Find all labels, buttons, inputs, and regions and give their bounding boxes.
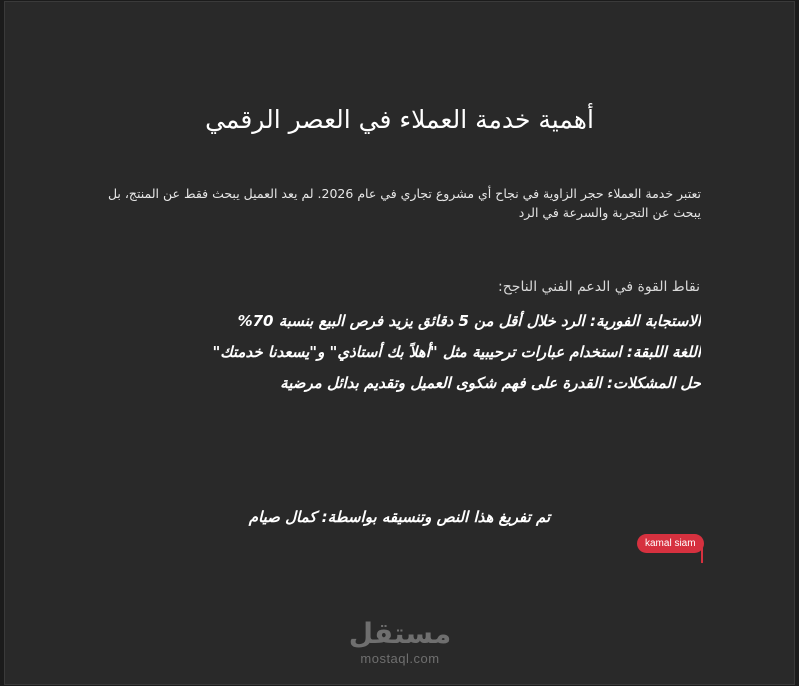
list-item: الاستجابة الفورية: الرد خلال أقل من 5 دقائق يزيد فرص البيع بنسبة 70% [237,312,701,330]
points-list [101,306,701,399]
article-intro: تعتبر خدمة العملاء حجر الزاوية في نجاح أي مشروع تجاري في عام 2026. لم يعد العميل يبحث فقط عن المنتج، بل يبحث عن التجربة والسرعة في الرد [107,186,701,220]
credit-line: تم تفريغ هذا النص وتنسيقه بواسطة: كمال صيام [248,508,551,526]
article-title: أهمية خدمة العملاء في العصر الرقمي [205,105,594,134]
mostaql-logo [345,616,455,676]
user-tag-pointer [701,548,703,563]
list-item: اللغة اللبقة: استخدام عبارات ترحيبية مثل "أهلاً بك أستاذي" و"يسعدنا خدمتك" [212,343,701,361]
document-canvas [4,1,795,685]
points-heading: نقاط القوة في الدعم الفني الناجح: [498,279,700,295]
user-tag-badge[interactable]: kamal siam [637,534,704,553]
list-item: حل المشكلات: القدرة على فهم شكوى العميل وتقديم بدائل مرضية [280,374,701,392]
logo-arabic: مستقل [348,617,452,650]
logo-latin: mostaql.com [360,651,440,666]
